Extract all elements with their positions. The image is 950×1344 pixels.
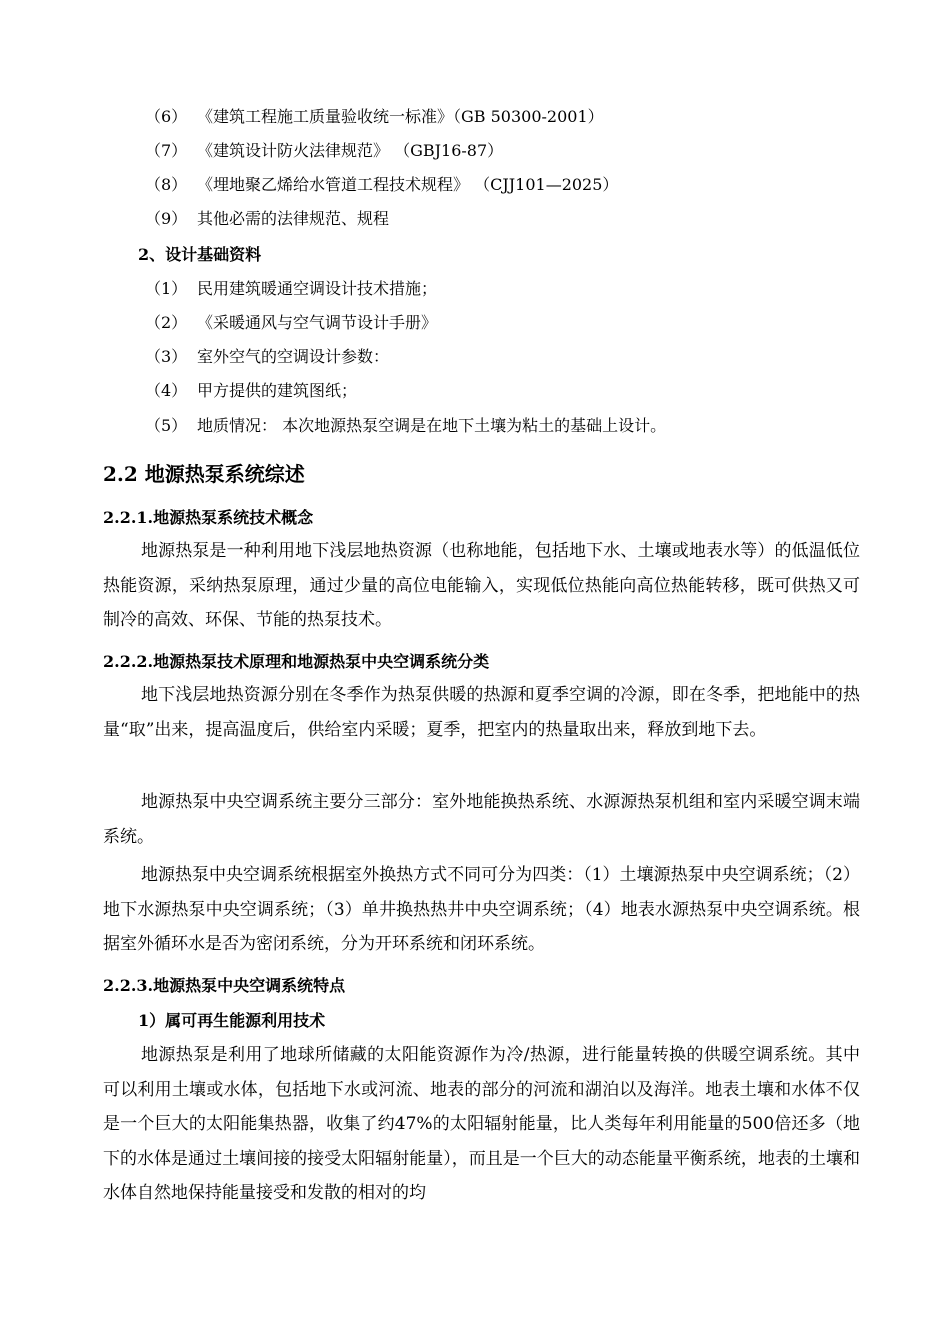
reference-item-7 <box>145 139 503 163</box>
basis-text: 室外空气的空调设计参数： <box>197 347 390 366</box>
basis-item-1 <box>145 277 437 301</box>
reference-number: （9） <box>145 209 188 228</box>
paragraph-classification: 地源热泵中央空调系统根据室外换热方式不同可分为四类：（1）土壤源热泵中央空调系统；（2）地下水源热泵中央空调系统；（3）单井换热热井中央空调系统；（4）地表水源热泵中央空调系统。根据室外循环水是否为密闭系统，分为开环系统和闭环系统。 <box>103 865 860 954</box>
reference-number: （7） <box>145 141 188 160</box>
reference-item-9 <box>145 207 389 231</box>
reference-number: （8） <box>145 175 188 194</box>
basis-heading: 2、设计基础资料 <box>138 245 262 264</box>
reference-text: 《埋地聚乙烯给水管道工程技术规程》 （CJJ101—2025） <box>197 175 619 194</box>
subsection-title-3: 2.2.3.地源热泵中央空调系统特点 <box>103 976 346 995</box>
reference-item-8 <box>145 173 618 197</box>
paragraph-tech-concept: 地源热泵是一种利用地下浅层地热资源（也称地能，包括地下水、土壤或地表水等）的低温低位热能资源，采纳热泵原理，通过少量的高位电能输入，实现低位热能向高位热能转移，既可供热又可制冷的高效、环保、节能的热泵技术。 <box>103 541 860 630</box>
basis-item-3 <box>145 345 389 369</box>
paragraph-components: 地源热泵中央空调系统主要分三部分：室外地能换热系统、水源源热泵机组和室内采暖空调末端系统。 <box>103 792 860 847</box>
feature-point-1: 1）属可再生能源利用技术 <box>138 1011 326 1030</box>
basis-number: （3） <box>145 347 188 366</box>
basis-number: （5） <box>145 416 188 435</box>
reference-number: （6） <box>145 107 188 126</box>
basis-text: 《采暖通风与空气调节设计手册》 <box>197 313 438 332</box>
reference-text: 《建筑工程施工质量验收统一标准》（GB 50300-2001） <box>197 107 604 126</box>
basis-item-5 <box>145 414 666 438</box>
basis-number: （1） <box>145 279 188 298</box>
paragraph-principle: 地下浅层地热资源分别在冬季作为热泵供暖的热源和夏季空调的冷源，即在冬季，把地能中的热量“取”出来，提高温度后，供给室内采暖；夏季，把室内的热量取出来，释放到地下去。 <box>103 685 860 740</box>
basis-number: （4） <box>145 381 188 400</box>
section-title: 2.2 地源热泵系统综述 <box>103 462 305 486</box>
basis-text: 民用建筑暖通空调设计技术措施； <box>197 279 438 298</box>
basis-text: 地质情况： 本次地源热泵空调是在地下土壤为粘土的基础上设计。 <box>197 416 667 435</box>
reference-text: 其他必需的法律规范、规程 <box>197 209 390 228</box>
basis-item-4 <box>145 379 357 403</box>
basis-number: （2） <box>145 313 188 332</box>
basis-text: 甲方提供的建筑图纸； <box>197 381 358 400</box>
basis-item-2 <box>145 311 437 335</box>
reference-item-6 <box>145 105 604 129</box>
reference-text: 《建筑设计防火法律规范》 （GBJ16-87） <box>197 141 504 160</box>
paragraph-renewable: 地源热泵是利用了地球所储藏的太阳能资源作为冷/热源，进行能量转换的供暖空调系统。其中可以利用土壤或水体，包括地下水或河流、地表的部分的河流和湖泊以及海洋。地表土壤和水体不仅是一个巨大的太阳能集热器，收集了约47%的太阳辐射能量，比人类每年利用能量的500倍还多（地下的水体是通过土壤间接的接受太阳辐射能量），而且是一个巨大的动态能量平衡系统，地表的土壤和水体自然地保持能量接受和发散的相对的均 <box>103 1045 860 1203</box>
subsection-title-1: 2.2.1.地源热泵系统技术概念 <box>103 508 314 527</box>
subsection-title-2: 2.2.2.地源热泵技术原理和地源热泵中央空调系统分类 <box>103 652 490 671</box>
